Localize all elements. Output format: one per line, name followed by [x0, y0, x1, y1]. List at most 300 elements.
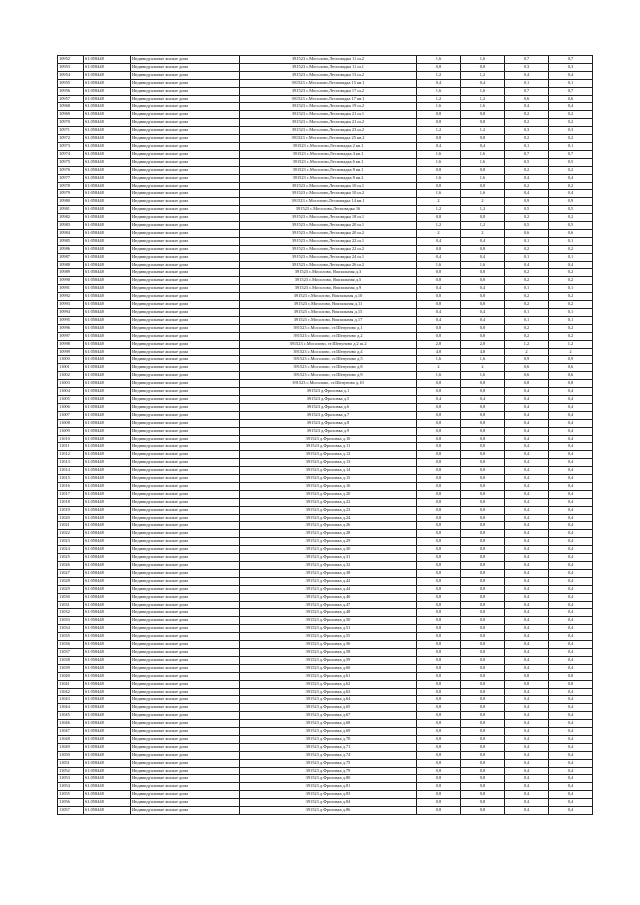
address-cell: 391523 д.Фроловка д.71: [240, 743, 417, 751]
address-cell: 391523 д.Фроловка д.79: [240, 767, 417, 775]
address-cell: 391523 с.Мосолово, Вокзальная д.10: [240, 293, 417, 301]
table-row: [58, 514, 593, 522]
table-row: [58, 672, 593, 680]
row-number-cell: 10999: [58, 348, 84, 356]
address-cell: 391523 с.Мосолово,Лесповадка 14 кв.1: [240, 198, 417, 206]
table-row: [58, 783, 593, 791]
address-cell: 391523 д.Фроловка д.38: [240, 569, 417, 577]
value-1-cell: 0,8: [417, 451, 461, 459]
value-2-cell: 0,8: [461, 641, 505, 649]
code-cell: 61:058448: [84, 419, 131, 427]
address-cell: 391523 д.Фроловка д.83: [240, 791, 417, 799]
row-number-cell: 11000: [58, 356, 84, 364]
row-number-cell: 10975: [58, 158, 84, 166]
value-3-cell: 0,4: [505, 648, 549, 656]
code-cell: 61:058448: [84, 95, 131, 103]
value-4-cell: 0,2: [549, 277, 593, 285]
address-cell: 391523 с.Мосолово,Лесповадка 20 ш.1: [240, 222, 417, 230]
row-number-cell: 11001: [58, 364, 84, 372]
row-number-cell: 11003: [58, 380, 84, 388]
code-cell: 61:058448: [84, 380, 131, 388]
value-4-cell: 0,4: [549, 554, 593, 562]
category-cell: Индивидуальные жилые дома: [131, 680, 240, 688]
code-cell: 61:058448: [84, 403, 131, 411]
row-number-cell: 11045: [58, 712, 84, 720]
code-cell: 61:058448: [84, 506, 131, 514]
value-1-cell: 1,6: [417, 356, 461, 364]
category-cell: Индивидуальные жилые дома: [131, 229, 240, 237]
code-cell: 61:058448: [84, 293, 131, 301]
code-cell: 61:058448: [84, 261, 131, 269]
code-cell: 61:058448: [84, 791, 131, 799]
value-1-cell: 0,8: [417, 672, 461, 680]
row-number-cell: 11036: [58, 641, 84, 649]
value-4-cell: 0,4: [549, 585, 593, 593]
address-cell: 391523 д.Фроловка д.63: [240, 688, 417, 696]
value-3-cell: 0,2: [505, 277, 549, 285]
category-cell: Индивидуальные жилые дома: [131, 720, 240, 728]
table-row: [58, 309, 593, 317]
value-1-cell: 0,8: [417, 791, 461, 799]
code-cell: 61:058448: [84, 617, 131, 625]
row-number-cell: 11007: [58, 411, 84, 419]
address-cell: 391523 д.Фроловка д.31: [240, 554, 417, 562]
value-3-cell: 0,5: [505, 222, 549, 230]
address-cell: 391523 д.Фроловка д.42: [240, 577, 417, 585]
value-4-cell: 0,4: [549, 617, 593, 625]
value-1-cell: 0,8: [417, 182, 461, 190]
code-cell: 61:058448: [84, 546, 131, 554]
value-2-cell: 0,8: [461, 735, 505, 743]
value-3-cell: 0,4: [505, 388, 549, 396]
category-cell: Индивидуальные жилые дома: [131, 166, 240, 174]
code-cell: 61:058448: [84, 301, 131, 309]
table-row: [58, 253, 593, 261]
value-3-cell: 0,3: [505, 63, 549, 71]
code-cell: 61:058448: [84, 245, 131, 253]
row-number-cell: 11048: [58, 735, 84, 743]
category-cell: Индивидуальные жилые дома: [131, 142, 240, 150]
code-cell: 61:058448: [84, 751, 131, 759]
table-row: [58, 641, 593, 649]
code-cell: 61:058448: [84, 672, 131, 680]
value-1-cell: 0,8: [417, 585, 461, 593]
value-2-cell: 0,8: [461, 783, 505, 791]
category-cell: Индивидуальные жилые дома: [131, 688, 240, 696]
category-cell: Индивидуальные жилые дома: [131, 633, 240, 641]
table-row: [58, 127, 593, 135]
value-1-cell: 0,8: [417, 799, 461, 807]
value-1-cell: 0,8: [417, 569, 461, 577]
value-3-cell: 0,4: [505, 577, 549, 585]
address-cell: 391523 д.Фроловка д.84: [240, 799, 417, 807]
address-cell: 391523 с.Мосолово, ст.Шепуново д.2: [240, 332, 417, 340]
value-4-cell: 0,4: [549, 261, 593, 269]
value-3-cell: 0,2: [505, 119, 549, 127]
value-3-cell: 0,4: [505, 775, 549, 783]
table-row: [58, 71, 593, 79]
row-number-cell: 11020: [58, 514, 84, 522]
code-cell: 61:058448: [84, 269, 131, 277]
value-2-cell: 1,6: [461, 174, 505, 182]
row-number-cell: 10968: [58, 103, 84, 111]
row-number-cell: 10994: [58, 309, 84, 317]
table-row: [58, 190, 593, 198]
value-4-cell: 0,3: [549, 127, 593, 135]
value-2-cell: 0,8: [461, 403, 505, 411]
category-cell: Индивидуальные жилые дома: [131, 293, 240, 301]
value-2-cell: 1,6: [461, 56, 505, 64]
address-cell: 391523 д.Фроловка д.55: [240, 633, 417, 641]
value-4-cell: 0,4: [549, 411, 593, 419]
value-3-cell: 0,2: [505, 324, 549, 332]
value-3-cell: 0,4: [505, 633, 549, 641]
value-2-cell: 0,8: [461, 807, 505, 815]
code-cell: 61:058448: [84, 222, 131, 230]
value-2-cell: 1,6: [461, 190, 505, 198]
value-4-cell: 0,7: [549, 87, 593, 95]
value-2-cell: 0,8: [461, 648, 505, 656]
value-2-cell: 1,6: [461, 372, 505, 380]
code-cell: 61:058448: [84, 340, 131, 348]
value-1-cell: 0,8: [417, 380, 461, 388]
value-2-cell: 0,8: [461, 293, 505, 301]
table-row: [58, 372, 593, 380]
value-1-cell: 1,2: [417, 71, 461, 79]
value-3-cell: 0,3: [505, 127, 549, 135]
value-4-cell: 0,4: [549, 530, 593, 538]
value-3-cell: 0,2: [505, 301, 549, 309]
value-4-cell: 0,4: [549, 435, 593, 443]
code-cell: 61:058448: [84, 601, 131, 609]
code-cell: 61:058448: [84, 158, 131, 166]
address-cell: 391523 д.Фроловка д.28: [240, 530, 417, 538]
code-cell: 61:058448: [84, 388, 131, 396]
category-cell: Индивидуальные жилые дома: [131, 427, 240, 435]
row-number-cell: 11031: [58, 601, 84, 609]
value-4-cell: 0,4: [549, 751, 593, 759]
value-2-cell: 0,8: [461, 767, 505, 775]
code-cell: 61:058448: [84, 704, 131, 712]
category-cell: Индивидуальные жилые дома: [131, 712, 240, 720]
address-cell: 391523 д.Фроловка д.20: [240, 490, 417, 498]
value-1-cell: 2,8: [417, 340, 461, 348]
category-cell: Индивидуальные жилые дома: [131, 648, 240, 656]
code-cell: 61:058448: [84, 79, 131, 87]
category-cell: Индивидуальные жилые дома: [131, 767, 240, 775]
address-cell: 391523 с.Мосолово,Лесповадка 8 кв.1: [240, 166, 417, 174]
value-4-cell: 0,4: [549, 720, 593, 728]
value-2-cell: 0,8: [461, 720, 505, 728]
value-3-cell: 0,4: [505, 514, 549, 522]
table-row: [58, 364, 593, 372]
value-3-cell: 0,4: [505, 435, 549, 443]
value-4-cell: 0,4: [549, 743, 593, 751]
value-1-cell: 0,8: [417, 633, 461, 641]
table-row: [58, 411, 593, 419]
value-3-cell: 0,4: [505, 720, 549, 728]
value-2-cell: 0,8: [461, 569, 505, 577]
code-cell: 61:058448: [84, 577, 131, 585]
value-3-cell: 0,4: [505, 174, 549, 182]
category-cell: Индивидуальные жилые дома: [131, 554, 240, 562]
code-cell: 61:058448: [84, 609, 131, 617]
row-number-cell: 10952: [58, 56, 84, 64]
value-4-cell: 0,4: [549, 482, 593, 490]
category-cell: Индивидуальные жилые дома: [131, 609, 240, 617]
value-4-cell: 0,2: [549, 245, 593, 253]
value-4-cell: 0,4: [549, 641, 593, 649]
value-4-cell: 0,4: [549, 103, 593, 111]
category-cell: Индивидуальные жилые дома: [131, 791, 240, 799]
address-cell: 391523 с.Мосолово, ст.Шепуново д.8: [240, 364, 417, 372]
row-number-cell: 11016: [58, 482, 84, 490]
value-3-cell: 0,4: [505, 728, 549, 736]
table-row: [58, 356, 593, 364]
value-3-cell: 0,2: [505, 269, 549, 277]
value-3-cell: 0,4: [505, 395, 549, 403]
value-2-cell: 0,8: [461, 459, 505, 467]
code-cell: 61:058448: [84, 277, 131, 285]
value-2-cell: 0,8: [461, 688, 505, 696]
category-cell: Индивидуальные жилые дома: [131, 79, 240, 87]
category-cell: Индивидуальные жилые дома: [131, 206, 240, 214]
value-1-cell: 0,8: [417, 696, 461, 704]
value-2-cell: 1,2: [461, 206, 505, 214]
row-number-cell: 11047: [58, 728, 84, 736]
table-row: [58, 554, 593, 562]
code-cell: 61:058448: [84, 475, 131, 483]
address-cell: 391523 д.Фроловка д.74: [240, 751, 417, 759]
address-cell: 391523 с.Мосолово, ст.Шепуново д.2 ш.2: [240, 340, 417, 348]
table-row: [58, 150, 593, 158]
code-cell: 61:058448: [84, 530, 131, 538]
value-2-cell: 0,8: [461, 475, 505, 483]
value-3-cell: 0,9: [505, 198, 549, 206]
category-cell: Индивидуальные жилые дома: [131, 403, 240, 411]
value-3-cell: 0,4: [505, 103, 549, 111]
value-4-cell: 0,6: [549, 95, 593, 103]
value-2-cell: 0,8: [461, 791, 505, 799]
address-cell: 391523 с.Мосолово,Лесповадка 11 ш.2: [240, 56, 417, 64]
value-1-cell: 0,8: [417, 324, 461, 332]
value-1-cell: 0,8: [417, 538, 461, 546]
category-cell: Индивидуальные жилые дома: [131, 388, 240, 396]
row-number-cell: 10996: [58, 324, 84, 332]
value-4-cell: 0,4: [549, 562, 593, 570]
code-cell: 61:058448: [84, 720, 131, 728]
row-number-cell: 10991: [58, 285, 84, 293]
value-1-cell: 1,2: [417, 222, 461, 230]
code-cell: 61:058448: [84, 206, 131, 214]
value-2-cell: 0,8: [461, 601, 505, 609]
table-row: [58, 166, 593, 174]
address-cell: 391523 д.Фроловка д.75: [240, 759, 417, 767]
address-cell: 391523 с.Мосолово,Лесповадка 19 ш.2: [240, 103, 417, 111]
row-number-cell: 11014: [58, 467, 84, 475]
row-number-cell: 10977: [58, 174, 84, 182]
value-4-cell: 0,2: [549, 301, 593, 309]
value-1-cell: 0,8: [417, 245, 461, 253]
value-2-cell: 0,8: [461, 712, 505, 720]
category-cell: Индивидуальные жилые дома: [131, 174, 240, 182]
value-1-cell: 0,8: [417, 332, 461, 340]
value-2-cell: 0,8: [461, 301, 505, 309]
code-cell: 61:058448: [84, 395, 131, 403]
value-3-cell: 0,8: [505, 672, 549, 680]
value-3-cell: 0,4: [505, 712, 549, 720]
value-3-cell: 0,4: [505, 783, 549, 791]
value-3-cell: 1,2: [505, 340, 549, 348]
value-2-cell: 0,4: [461, 253, 505, 261]
value-1-cell: 0,8: [417, 751, 461, 759]
value-3-cell: 0,4: [505, 459, 549, 467]
table-row: [58, 633, 593, 641]
table-row: [58, 79, 593, 87]
code-cell: 61:058448: [84, 482, 131, 490]
table-row: [58, 87, 593, 95]
table-row: [58, 490, 593, 498]
address-cell: 391523 с.Мосолово, Вокзальная д.5: [240, 277, 417, 285]
address-cell: 391523 с.Мосолово,Лесповадка 17 ш.2: [240, 87, 417, 95]
code-cell: 61:058448: [84, 759, 131, 767]
value-2-cell: 0,8: [461, 269, 505, 277]
table-row: [58, 103, 593, 111]
value-3-cell: 0,6: [505, 95, 549, 103]
table-row: [58, 593, 593, 601]
row-number-cell: 10978: [58, 182, 84, 190]
code-cell: 61:058448: [84, 459, 131, 467]
row-number-cell: 11057: [58, 807, 84, 815]
address-cell: 391523 д.Фроловка д.56: [240, 641, 417, 649]
row-number-cell: 11055: [58, 791, 84, 799]
value-2-cell: 0,8: [461, 411, 505, 419]
value-3-cell: 0,4: [505, 546, 549, 554]
value-4-cell: 0,4: [549, 783, 593, 791]
address-cell: 391523 с.Мосолово,Лесповадка 22 ш.2: [240, 245, 417, 253]
address-cell: 391523 д.Фроловка д.30: [240, 546, 417, 554]
table-row: [58, 664, 593, 672]
code-cell: 61:058448: [84, 237, 131, 245]
row-number-cell: 11012: [58, 451, 84, 459]
value-1-cell: 1,6: [417, 103, 461, 111]
code-cell: 61:058448: [84, 443, 131, 451]
value-1-cell: 0,8: [417, 277, 461, 285]
address-cell: 391523 с.Мосолово, Вокзальная д.17: [240, 316, 417, 324]
row-number-cell: 10989: [58, 269, 84, 277]
category-cell: Индивидуальные жилые дома: [131, 261, 240, 269]
value-4-cell: 0,4: [549, 546, 593, 554]
table-row: [58, 696, 593, 704]
address-cell: 391523 д.Фроловка д.81: [240, 783, 417, 791]
row-number-cell: 11027: [58, 569, 84, 577]
value-1-cell: 1,6: [417, 174, 461, 182]
category-cell: Индивидуальные жилые дома: [131, 309, 240, 317]
value-3-cell: 0,2: [505, 135, 549, 143]
row-number-cell: 11017: [58, 490, 84, 498]
value-1-cell: 0,8: [417, 388, 461, 396]
category-cell: Индивидуальные жилые дома: [131, 332, 240, 340]
value-1-cell: 0,8: [417, 427, 461, 435]
table-row: [58, 388, 593, 396]
value-2-cell: 0,4: [461, 395, 505, 403]
code-cell: 61:058448: [84, 119, 131, 127]
value-1-cell: 0,8: [417, 735, 461, 743]
category-cell: Индивидуальные жилые дома: [131, 664, 240, 672]
value-2-cell: 0,8: [461, 135, 505, 143]
code-cell: 61:058448: [84, 467, 131, 475]
row-number-cell: 10998: [58, 340, 84, 348]
value-4-cell: 0,4: [549, 490, 593, 498]
value-2-cell: 1,6: [461, 261, 505, 269]
address-cell: 391523 д.Фроловка д.70: [240, 735, 417, 743]
row-number-cell: 11044: [58, 704, 84, 712]
value-3-cell: 0,8: [505, 380, 549, 388]
category-cell: Индивидуальные жилые дома: [131, 759, 240, 767]
address-cell: 391523 с.Мосолово,Лесповадка 18 ш.1: [240, 214, 417, 222]
value-3-cell: 0,6: [505, 229, 549, 237]
value-2-cell: 0,4: [461, 237, 505, 245]
value-3-cell: 0,2: [505, 182, 549, 190]
category-cell: Индивидуальные жилые дома: [131, 751, 240, 759]
value-3-cell: 0,1: [505, 309, 549, 317]
value-1-cell: 0,8: [417, 664, 461, 672]
value-2-cell: 0,8: [461, 554, 505, 562]
value-3-cell: 0,5: [505, 206, 549, 214]
row-number-cell: 10970: [58, 119, 84, 127]
address-cell: 391523 д.Фроловка д.13: [240, 459, 417, 467]
value-4-cell: 0,6: [549, 364, 593, 372]
table-row: [58, 712, 593, 720]
address-cell: 391523 д.Фроловка д.15: [240, 475, 417, 483]
value-4-cell: 0,4: [549, 475, 593, 483]
value-4-cell: 0,4: [549, 633, 593, 641]
table-row: [58, 728, 593, 736]
value-1-cell: 0,8: [417, 214, 461, 222]
value-4-cell: 0,8: [549, 672, 593, 680]
table-row: [58, 759, 593, 767]
code-cell: 61:058448: [84, 538, 131, 546]
category-cell: Индивидуальные жилые дома: [131, 316, 240, 324]
value-3-cell: 0,4: [505, 759, 549, 767]
row-number-cell: 11022: [58, 530, 84, 538]
address-cell: 391523 д.Фроловка д.24: [240, 514, 417, 522]
value-1-cell: 0,8: [417, 577, 461, 585]
value-3-cell: 0,4: [505, 419, 549, 427]
value-3-cell: 0,4: [505, 743, 549, 751]
code-cell: 61:058448: [84, 585, 131, 593]
address-cell: 391523 д.Фроловка д.60: [240, 664, 417, 672]
address-cell: 391523 с.Мосолово,Лесповадка 8 кв.2: [240, 174, 417, 182]
value-3-cell: 0,4: [505, 569, 549, 577]
value-3-cell: 0,4: [505, 522, 549, 530]
row-number-cell: 11015: [58, 475, 84, 483]
table-row: [58, 648, 593, 656]
row-number-cell: 11034: [58, 625, 84, 633]
category-cell: Индивидуальные жилые дома: [131, 459, 240, 467]
value-2-cell: 1,6: [461, 158, 505, 166]
value-2-cell: 0,4: [461, 285, 505, 293]
value-1-cell: 0,8: [417, 467, 461, 475]
table-row: [58, 459, 593, 467]
row-number-cell: 11010: [58, 435, 84, 443]
value-1-cell: 0,8: [417, 617, 461, 625]
value-3-cell: 0,5: [505, 158, 549, 166]
value-1-cell: 0,8: [417, 443, 461, 451]
table-row: [58, 680, 593, 688]
row-number-cell: 11005: [58, 395, 84, 403]
code-cell: 61:058448: [84, 111, 131, 119]
